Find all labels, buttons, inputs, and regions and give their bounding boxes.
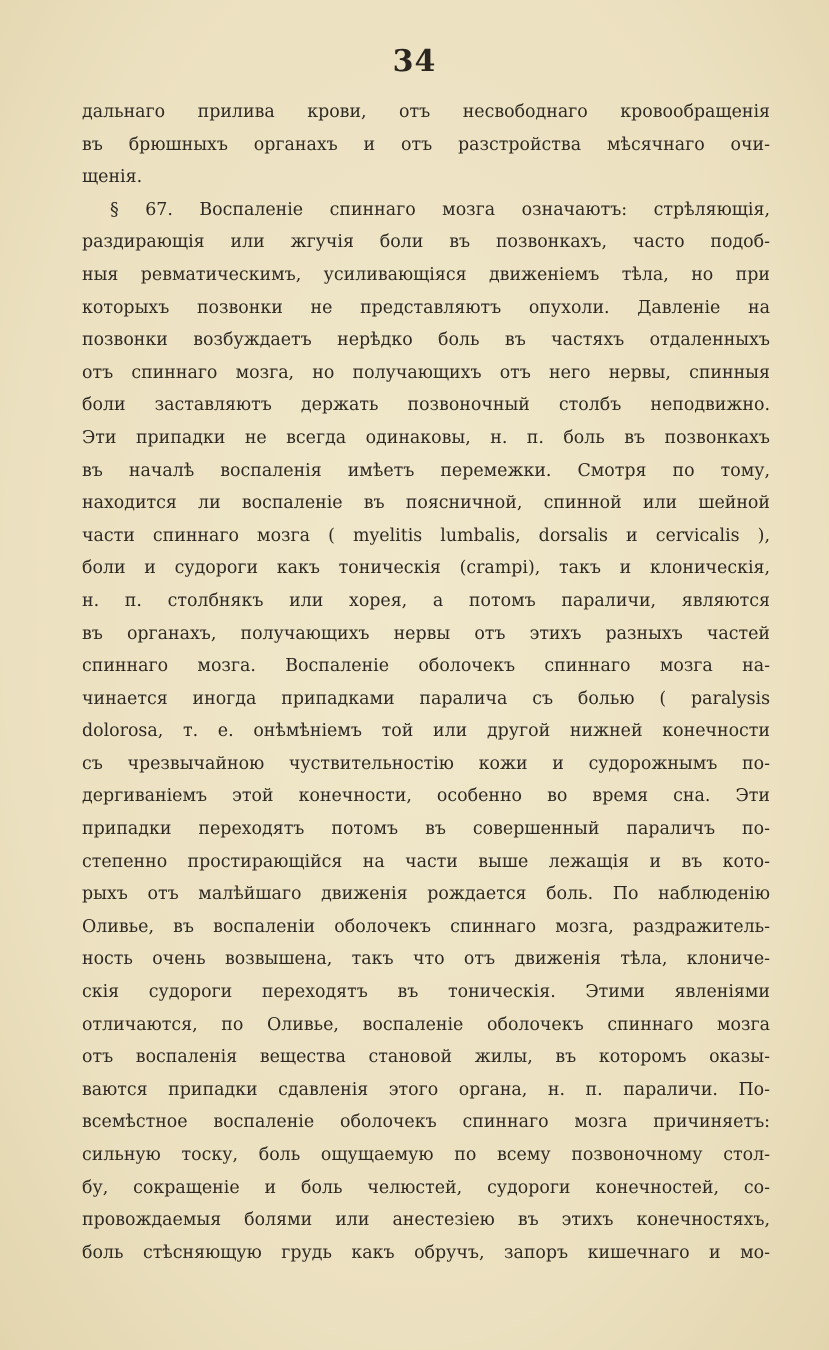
body-text bbox=[82, 96, 770, 1269]
text-line: находится ли воспаленіе въ поясничной, спинной или шейной bbox=[82, 493, 770, 514]
text-line: Оливье, въ воспаленіи оболочекъ спиннаго мозга, раздражитель- bbox=[82, 916, 770, 937]
text-line: спиннаго мозга. Воспаленіе оболочекъ спиннаго мозга на- bbox=[82, 656, 770, 677]
text-line: боли заставляютъ держать позвоночный столбъ неподвижно. bbox=[82, 395, 770, 416]
text-line: дергиваніемъ этой конечности, особенно во время сна. Эти bbox=[82, 786, 770, 807]
text-line: дальнаго прилива крови, отъ несвободнаго кровообращенія bbox=[82, 102, 770, 122]
text-line: скія судороги переходятъ въ тоническія. Этими явленіями bbox=[82, 982, 770, 1003]
text-line: бу, сокращеніе и боль челюстей, судороги конечностей, со- bbox=[82, 1177, 770, 1198]
text-line: боли и судороги какъ тоническія (crampi), такъ и клоническія, bbox=[82, 558, 770, 579]
text-line: части спиннаго мозга ( myelitis lumbalis, dorsalis и cervicalis ), bbox=[82, 525, 770, 546]
text-line: сильную тоску, боль ощущаемую по всему позвоночному стол- bbox=[82, 1145, 770, 1165]
section-heading-line: § 67. Воспаленіе спиннаго мозга означаютъ: стрѣляющія, bbox=[110, 199, 770, 220]
page-number: 34 bbox=[392, 44, 437, 79]
text-line: чинается иногда припадками паралича съ болью ( paralysis bbox=[82, 688, 770, 709]
text-line: всемѣстное воспаленіе оболочекъ спиннаго мозга причиняетъ: bbox=[82, 1112, 770, 1133]
text-line: которыхъ позвонки не представляютъ опухоли. Давленіе на bbox=[82, 297, 770, 318]
text-line: въ началѣ воспаленія имѣетъ перемежки. Смотря по тому, bbox=[82, 460, 770, 481]
text-line: боль стѣсняющую грудь какъ обручъ, запоръ кишечнаго и мо- bbox=[82, 1242, 770, 1263]
text-line: отличаются, по Оливье, воспаленіе оболочекъ спиннаго мозга bbox=[82, 1014, 770, 1035]
text-line: позвонки возбуждаетъ нерѣдко боль въ частяхъ отдаленныхъ bbox=[82, 330, 770, 351]
text-line: припадки переходятъ потомъ въ совершенный параличъ по- bbox=[82, 819, 770, 840]
text-line: раздирающія или жгучія боли въ позвонкахъ, часто подоб- bbox=[82, 232, 770, 253]
text-line: съ чрезвычайною чуствительностію кожи и судорожнымъ по- bbox=[82, 753, 770, 774]
text-line: щенія. bbox=[82, 167, 143, 188]
text-line: провождаемыя болями или анестезіею въ этихъ конечностяхъ, bbox=[82, 1210, 770, 1231]
text-line: отъ воспаленія вещества становой жилы, въ которомъ оказы- bbox=[82, 1047, 770, 1068]
text-line: ныя ревматическимъ, усиливающіяся движеніемъ тѣла, но при bbox=[82, 264, 770, 285]
text-line: ность очень возвышена, такъ что отъ движенія тѣла, клониче- bbox=[82, 949, 770, 970]
text-line: степенно простирающійся на части выше лежащія и въ кото- bbox=[82, 851, 770, 872]
text-line: рыхъ отъ малѣйшаго движенія рождается боль. По наблюденію bbox=[82, 884, 770, 905]
text-line: въ брюшныхъ органахъ и отъ разстройства мѣсячнаго очи- bbox=[82, 134, 770, 155]
text-line: н. п. столбнякъ или хорея, а потомъ параличи, являются bbox=[82, 590, 770, 611]
text-line: Эти припадки не всегда одинаковы, н. п. боль въ позвонкахъ bbox=[82, 427, 770, 448]
text-line: ваются припадки сдавленія этого органа, н. п. параличи. По- bbox=[82, 1079, 770, 1100]
text-line: dolorosa, т. е. онѣмѣніемъ той или другой нижней конечности bbox=[82, 721, 770, 742]
text-line: отъ спиннаго мозга, но получающихъ отъ него нервы, спинныя bbox=[82, 362, 770, 383]
text-line: въ органахъ, получающихъ нервы отъ этихъ разныхъ частей bbox=[82, 623, 770, 644]
